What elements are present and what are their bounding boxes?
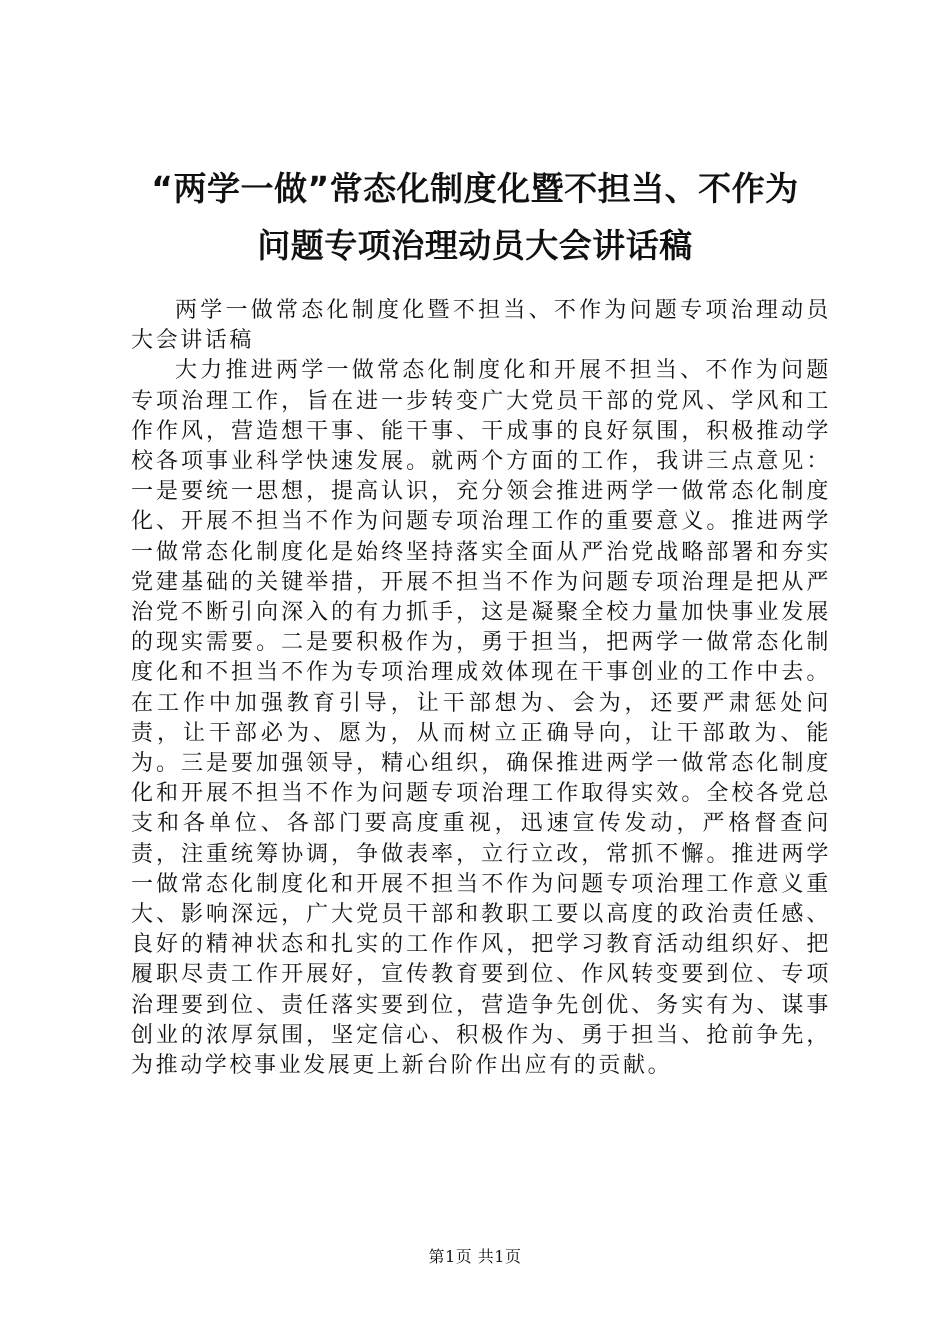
page-number: 第1页 共1页 (428, 1247, 522, 1266)
paragraph-main: 大力推进两学一做常态化制度化和开展不担当、不作为问题专项治理工作，旨在进一步转变广大党员干部的党风、学风和工作作风，营造想干事、能干事、干成事的良好氛围，积极推动学校各项事业科学快速发展。就两个方面的工作，我讲三点意见：一是要统一思想，提高认识，充分领会推进两学一做常态化制度化、开展不担当不作为问题专项治理工作的重要意义。推进两学一做常态化制度化是始终坚持落实全面从严治党战略部署和夯实党建基础的关键举措，开展不担当不作为问题专项治理是把从严治党不断引向深入的有力抓手，这是凝聚全校力量加快事业发展的现实需要。二是要积极作为，勇于担当，把两学一做常态化制度化和不担当不作为专项治理成效体现在干事创业的工作中去。在工作中加强教育引导，让干部想为、会为，还要严肃惩处问责，让干部必为、愿为，从而树立正确导向，让干部敢为、能为。三是要加强领导，精心组织，确保推进两学一做常态化制度化和开展不担当不作为问题专项治理工作取得实效。全校各党总支和各单位、各部门要高度重视，迅速宣传发动，严格督查问责，注重统筹协调，争做表率，立行立改，常抓不懈。推进两学一做常态化制度化和开展不担当不作为问题专项治理工作意义重大、影响深远，广大党员干部和教职工要以高度的政治责任感、良好的精神状态和扎实的工作作风，把学习教育活动组织好、把履职尽责工作开展好，宣传教育要到位、作风转变要到位、专项治理要到位、责任落实要到位，营造争先创优、务实有为、谋事创业的浓厚氛围，坚定信心、积极作为、勇于担当、抢前争先，为推动学校事业发展更上新台阶作出应有的贡献。 (131, 358, 831, 1079)
title-line-1: “两学一做”常态化制度化暨不担当、不作为 (151, 169, 799, 208)
paragraph-subtitle: 两学一做常态化制度化暨不担当、不作为问题专项治理动员大会讲话稿 (131, 298, 831, 354)
document-body (131, 296, 831, 1081)
page-title (110, 160, 840, 274)
title-line-2: 问题专项治理动员大会讲话稿 (257, 226, 693, 265)
